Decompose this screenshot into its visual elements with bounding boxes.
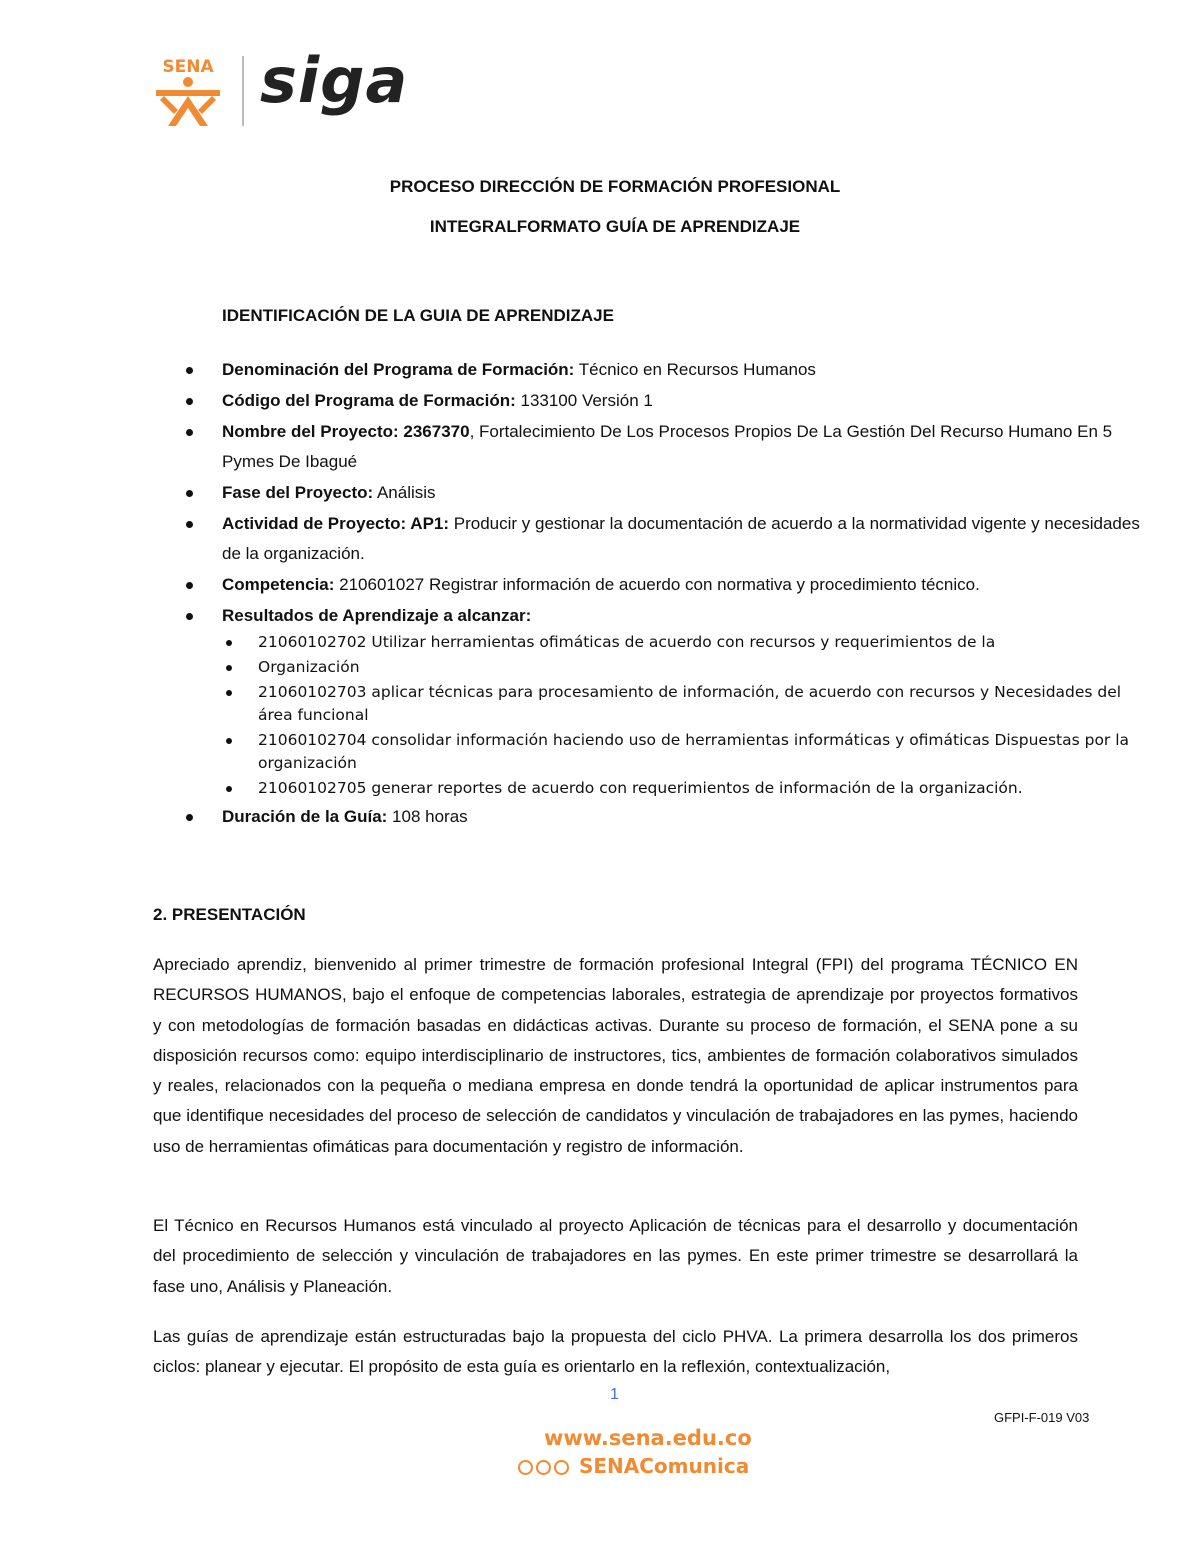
item-value: , Fortalecimiento De Los Procesos Propios De La Gestión Del Recurso Humano En 5 Pymes De Ibagué [222,422,1113,471]
list-item [180,478,1140,508]
item-value: Producir y gestionar la documentación de acuerdo a la normatividad vigente y necesidades de la organización. [222,514,1140,563]
learning-result-item: 21060102703 aplicar técnicas para procesamiento de información, de acuerdo con recursos y Necesidades del área funcional [222,681,1140,727]
item-value: 133100 Versión 1 [515,391,653,410]
list-item [180,802,1140,832]
item-label: Nombre del Proyecto: 2367370 [222,422,470,441]
list-item [180,509,1140,569]
learning-result-item: 21060102705 generar reportes de acuerdo con requerimientos de información de la organización. [222,777,1140,800]
instagram-icon [536,1460,551,1475]
list-item [180,417,1140,477]
page-number: 1 [610,1386,619,1403]
item-label: Duración de la Guía: [222,807,388,826]
document-title-line1: PROCESO DIRECCIÓN DE FORMACIÓN PROFESIONAL [389,177,841,196]
document-title-line2: INTEGRALFORMATO GUÍA DE APRENDIZAJE [429,217,801,236]
twitter-icon [518,1460,533,1475]
item-value: Análisis [373,483,436,502]
identification-heading: IDENTIFICACIÓN DE LA GUIA DE APRENDIZAJE [222,306,614,325]
learning-result-item: Organización [222,656,1140,679]
item-label: Competencia: [222,575,335,594]
item-label: Actividad de Proyecto: AP1: [222,514,450,533]
social-handle[interactable] [518,1454,749,1478]
social-label: SENAComunica [578,1454,750,1478]
item-value: 108 horas [387,807,468,826]
item-label: Código del Programa de Formación: [222,391,516,410]
website-link[interactable]: www.sena.edu.co [544,1426,752,1450]
presentation-paragraph-2: El Técnico en Recursos Humanos está vinculado al proyecto Aplicación de técnicas para el desarrollo y documentación del procedimiento de selección y vinculación de trabajadores en las pymes. En este primer trimestre se desarrollará la fase uno, Análisis y Planeación. [153,1216,1078,1296]
item-value: 210601027 Registrar información de acuerdo con normativa y procedimiento técnico. [334,575,980,594]
list-item [180,355,1140,385]
item-value: Técnico en Recursos Humanos [574,360,816,379]
list-item [180,601,1140,800]
list-item [180,570,1140,600]
sena-logo [150,52,226,128]
logo-divider [242,56,244,126]
siga-logo: siga [260,44,409,117]
learning-results-list [222,631,1140,800]
learning-result-item: 21060102704 consolidar información haciendo uso de herramientas informáticas y ofimáticas Dispuestas por la organización [222,729,1140,775]
form-code: GFPI-F-019 V03 [994,1410,1090,1425]
item-label: Resultados de Aprendizaje a alcanzar: [222,606,532,625]
item-label: Fase del Proyecto: [222,483,374,502]
presentation-heading: 2. PRESENTACIÓN [153,905,306,924]
facebook-icon [554,1460,569,1475]
learning-result-item: 21060102702 Utilizar herramientas ofimáticas de acuerdo con recursos y requerimientos de la [222,631,1140,654]
item-label: Denominación del Programa de Formación: [222,360,575,379]
header-logos [150,44,409,132]
sena-logo-text: SENA [162,57,214,77]
list-item [180,386,1140,416]
presentation-paragraph-3: Las guías de aprendizaje están estructuradas bajo la propuesta del ciclo PHVA. La primera desarrolla los dos primeros ciclos: planear y ejecutar. El propósito de esta guía es orientarlo en la reflexión, contextualización, [153,1327,1078,1377]
presentation-paragraph-1: Apreciado aprendiz, bienvenido al primer trimestre de formación profesional Integral (FPI) del programa TÉCNICO EN RECURSOS HUMANOS, bajo el enfoque de competencias laborales, estrategia de aprendizaje por proyectos formativos y con metodologías de formación basadas en didácticas activas. Durante su proceso de formación, el SENA pone a su disposición recursos como: equipo interdisciplinario de instructores, tics, ambientes de formación colaborativos simulados y reales, relacionados con la pequeña o mediana empresa en donde tendrá la oportunidad de aplicar instrumentos para que identifique necesidades del proceso de selección de candidatos y vinculación de trabajadores en las pymes, haciendo uso de herramientas ofimáticas para documentación y registro de información. [153,955,1078,1156]
identification-list [180,355,1140,833]
